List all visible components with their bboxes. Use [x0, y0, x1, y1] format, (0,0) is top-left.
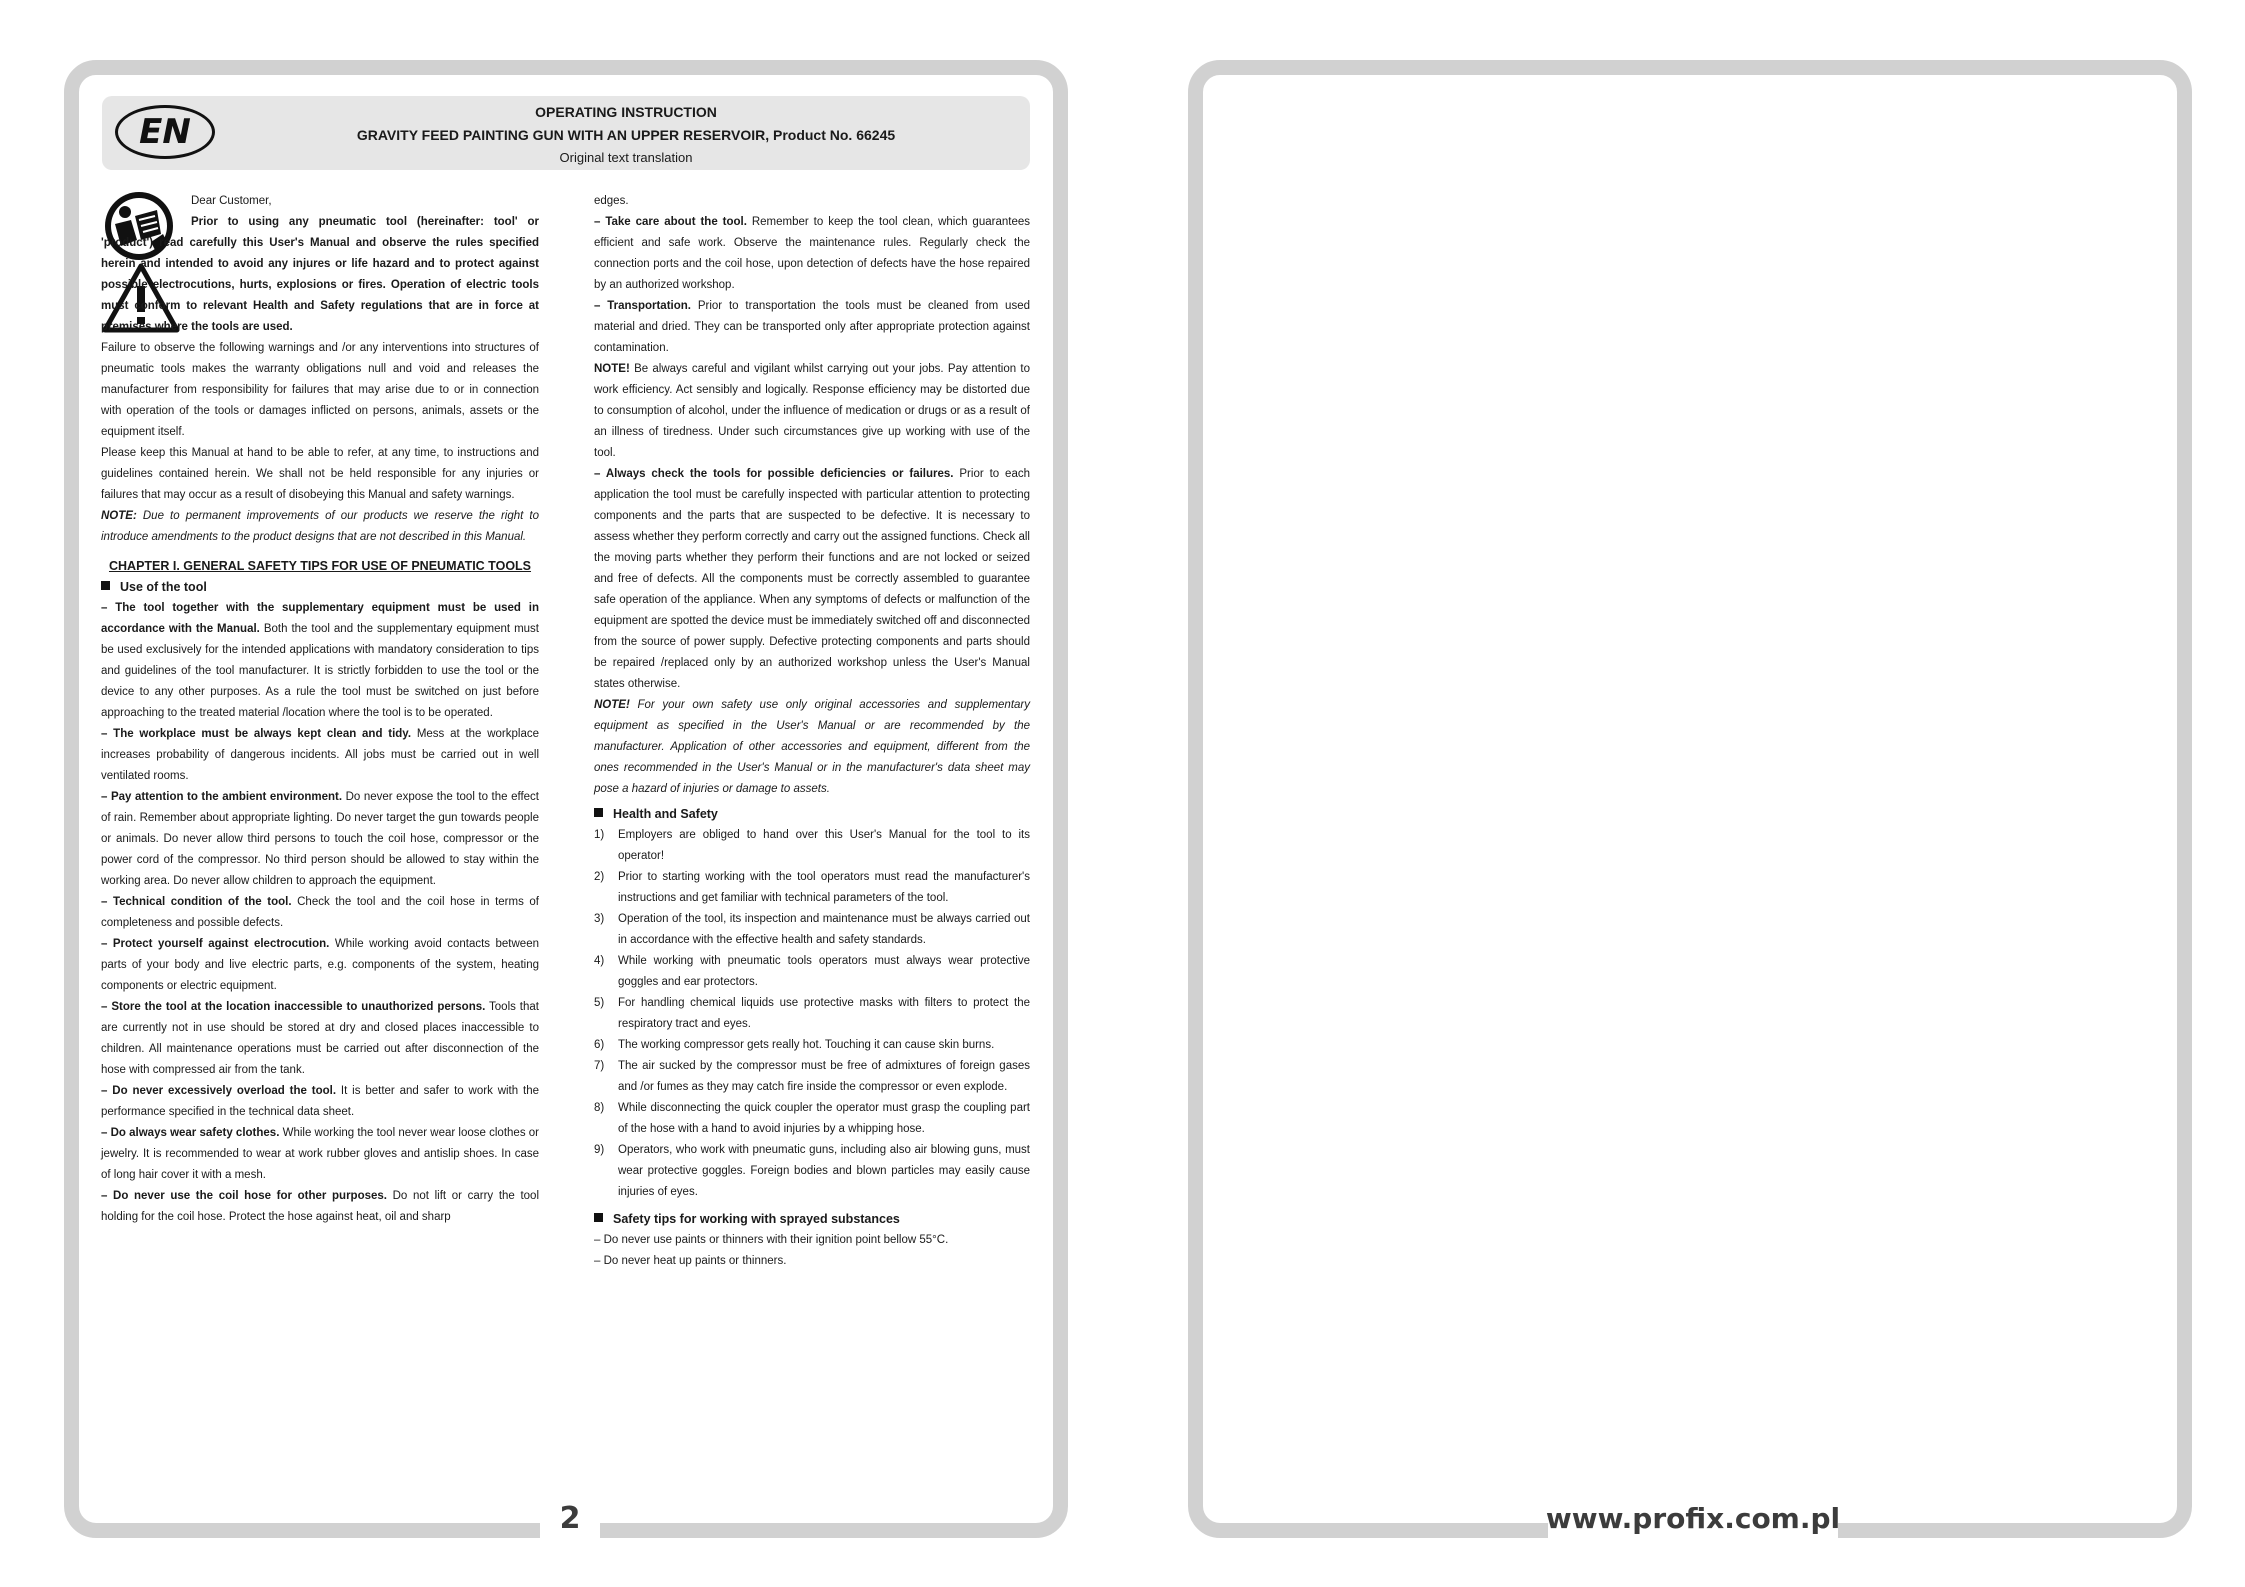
tip-item-text: Prior to transportation the tools must be cleaned from used material and dried. They can be transported only after appropriate protection against contamination.: [594, 300, 1030, 354]
health-list-item: [594, 825, 1030, 867]
tip-item: [101, 1186, 539, 1228]
tip-item-text: It is better and safer to work with the performance specified in the technical data sheet.: [101, 1085, 539, 1118]
tip-item: [101, 787, 539, 892]
tip-item-bold: – Protect yourself against electrocution.: [101, 938, 330, 950]
note2-label: NOTE!: [594, 699, 630, 711]
tip-item-text: Do never expose the tool to the effect of rain. Remember about appropriate lighting. Do never target the gun towards people or animals. Do never allow third persons to touch the coil hose, compressor or the power cord of the compressor. No third person should be allowed to stay within the working area. Do never allow children to approach the equipment.: [101, 791, 539, 887]
header-text: [222, 101, 1030, 169]
list-number: 4): [594, 955, 605, 967]
tip-item-text: While working the tool never wear loose clothes or jewelry. It is recommended to wear at work rubber gloves and antislip shoes. In case of long hair cover it with a mesh.: [101, 1127, 539, 1181]
right-text-column: [594, 191, 1030, 1272]
greeting: Dear Customer,: [191, 195, 272, 207]
tip-item-text: Do not lift or carry the tool holding for the coil hose. Protect the hose against heat, oil and sharp: [101, 1190, 539, 1223]
tip-item-bold: NOTE!: [594, 363, 630, 375]
list-number: 9): [594, 1144, 605, 1156]
tip-item: [594, 296, 1030, 359]
document-header: [102, 96, 1030, 170]
tip-item-text: Remember to keep the tool clean, which guarantees efficient and safe work. Observe the maintenance rules. Regularly check the connection ports and the coil hose, upon detection of defects have the hose repaired by an authorized workshop.: [594, 216, 1030, 291]
bullet-square-icon: [101, 581, 110, 590]
tip-item-text: Tools that are currently not in use should be stored at dry and closed places inaccessible to children. All maintenance operations must be carried out after disconnection of the hose with compressed air from the tank.: [101, 1001, 539, 1076]
health-list-item: [594, 1056, 1030, 1098]
care-tips-list: [594, 212, 1030, 695]
intro-warning: [101, 212, 539, 338]
use-tips-list: [101, 598, 539, 1228]
list-number: 3): [594, 913, 605, 925]
page-number-container: [540, 1498, 600, 1538]
list-text: For handling chemical liquids use protective masks with filters to protect the respiratory tract and eyes.: [618, 997, 1030, 1030]
health-list-item: [594, 1098, 1030, 1140]
health-list-item: [594, 1140, 1030, 1203]
document-subtitle: GRAVITY FEED PAINTING GUN WITH AN UPPER RESERVOIR, Product No. 66245: [356, 127, 896, 143]
tip-item: [101, 598, 539, 724]
tip-item-text: Mess at the workplace increases probability of dangerous incidents. All jobs must be carried out in well ventilated rooms.: [101, 728, 540, 782]
bullet-square-icon: [594, 808, 603, 817]
tip-item-bold: – Do never excessively overload the tool.: [101, 1085, 337, 1097]
left-text-column: [101, 191, 539, 1228]
tip-item: [594, 212, 1030, 296]
list-number: 5): [594, 997, 605, 1009]
section-heading-sprayed: Safety tips for working with sprayed substances: [594, 1209, 1030, 1230]
list-text: Prior to starting working with the tool operators must read the manufacturer's instructions and get familiar with technical parameters of the tool.: [618, 871, 1030, 904]
tip-item-text: Prior to each application the tool must be carefully inspected with particular attention to protecting components and the parts that are suspected to be defective. It is necessary to assess whether they perform correctly and carry out the assigned functions. Check all the moving parts whether they perform their functions and are not locked or seized and free of defects. All the components must be correctly assembled to guarantee safe operation of the appliance. When any symptoms of defects or malfunction of the equipment are spotted the device must be immediately switched off and disconnected from the source of power supply. Defective protecting components and parts should be repaired /replaced only by an authorized workshop unless the User's Manual states otherwise.: [594, 468, 1030, 690]
note-label: NOTE:: [101, 510, 137, 522]
tip-item-bold: – Take care about the tool.: [594, 216, 747, 228]
list-number: 8): [594, 1102, 605, 1114]
continued-text: edges.: [594, 195, 629, 207]
tip-item-bold: – Technical condition of the tool.: [101, 896, 292, 908]
list-text: Employers are obliged to hand over this User's Manual for the tool to its operator!: [618, 829, 1030, 862]
list-text: While working with pneumatic tools operators must always wear protective goggles and ear protectors.: [618, 955, 1030, 988]
tip-item-bold: – Store the tool at the location inaccessible to unauthorized persons.: [101, 1001, 486, 1013]
sprayed-tip: – Do never use paints or thinners with their ignition point bellow 55°C.: [594, 1234, 949, 1246]
list-text: The working compressor gets really hot. Touching it can cause skin burns.: [618, 1039, 995, 1051]
tip-item: [594, 359, 1030, 464]
list-number: 6): [594, 1039, 605, 1051]
list-number: 2): [594, 871, 605, 883]
health-safety-list: [594, 825, 1030, 1203]
sprayed-tips-list: [594, 1230, 1030, 1272]
tip-item-text: Be always careful and vigilant whilst carrying out your jobs. Pay attention to work efficiency. Act sensibly and logically. Response efficiency may be distorted due to consumption of alcohol, under the influence of medication or drugs or as a result of an illness of tiredness. Under such circumstances give up working with use of the tool.: [594, 363, 1030, 459]
intro-warning-text: Prior to using any pneumatic tool (hereinafter: tool' or 'product') read carefully this User's Manual and observe the rules specified herein and intended to avoid any injures or life hazard and to protect against possible electrocutions, hurts, explosions or fires. Operation of electric tools must conform to relevant Health and Safety regulations that are in force at premises where the tools are used.: [101, 216, 539, 333]
tip-item: [594, 464, 1030, 695]
tip-item-bold: – The tool together with the supplementary equipment must be used in accordance with the Manual.: [101, 602, 539, 635]
list-text: The air sucked by the compressor must be free of admixtures of foreign gases and /or fumes as they may catch fire inside the compressor or even explode.: [618, 1060, 1030, 1093]
note-text: Due to permanent improvements of our products we reserve the right to introduce amendments to the product designs that are not described in this Manual.: [101, 510, 539, 543]
list-text: Operators, who work with pneumatic guns, including also air blowing guns, must wear protective goggles. Foreign bodies and blown particles may easily cause injuries of eyes.: [618, 1144, 1030, 1198]
tip-item-text: Check the tool and the coil hose in terms of completeness and possible defects.: [101, 896, 539, 929]
tip-item-text: While working avoid contacts between parts of your body and live electric parts, e.g. components of the system, heating components or electric equipment.: [101, 938, 539, 992]
note-paragraph: [101, 506, 539, 548]
tip-item: [101, 724, 539, 787]
website-url: www.profix.com.pl: [1545, 1501, 1841, 1535]
tip-item: [101, 1081, 539, 1123]
tip-item-bold: – Do always wear safety clothes.: [101, 1127, 280, 1139]
tip-item-bold: – Do never use the coil hose for other purposes.: [101, 1190, 387, 1202]
tip-item: [101, 934, 539, 997]
sprayed-tip: – Do never heat up paints or thinners.: [594, 1255, 787, 1267]
language-badge: EN: [115, 105, 215, 159]
section-heading-health: Health and Safety: [594, 804, 1030, 825]
tip-item-bold: – The workplace must be always kept clean and tidy.: [101, 728, 412, 740]
right-page-frame: [1188, 60, 2192, 1538]
note2-paragraph: [594, 695, 1030, 800]
document-title: OPERATING INSTRUCTION: [535, 104, 717, 120]
chapter-heading: CHAPTER I. GENERAL SAFETY TIPS FOR USE OF PNEUMATIC TOOLS: [108, 559, 532, 573]
list-text: Operation of the tool, its inspection and maintenance must be always carried out in accordance with the effective health and safety standards.: [618, 913, 1030, 946]
tip-item-bold: – Transportation.: [594, 300, 691, 312]
list-number: 7): [594, 1060, 605, 1072]
tip-item-bold: – Always check the tools for possible deficiencies or failures.: [594, 468, 954, 480]
section-heading-use: Use of the tool: [101, 577, 539, 598]
health-list-item: [594, 1035, 1030, 1056]
health-list-item: [594, 993, 1030, 1035]
health-list-item: [594, 951, 1030, 993]
tip-item: [101, 1123, 539, 1186]
warranty-paragraph: Failure to observe the following warnings and /or any interventions into structures of pneumatic tools makes the warranty obligations null and void and releases the manufacturer from responsibility for failures that may arise due to or in connection with operation of the tools or damages inflicted on persons, animals, assets or the equipment itself.: [101, 342, 539, 438]
list-number: 1): [594, 829, 605, 841]
page-number: 2: [559, 1500, 581, 1536]
translation-note: Original text translation: [559, 150, 693, 165]
note2-text: For your own safety use only original accessories and supplementary equipment as specified in the User's Manual or are recommended by the manufacturer. Application of other accessories and equipment, different from the ones recommended in the User's Manual or in the manufacturer's data sheet may pose a hazard of injuries or damage to assets.: [594, 699, 1030, 795]
list-text: While disconnecting the quick coupler the operator must grasp the coupling part of the hose with a hand to avoid injuries by a whipping hose.: [618, 1102, 1030, 1135]
tip-item: [101, 892, 539, 934]
manual-paragraph: Please keep this Manual at hand to be able to refer, at any time, to instructions and guidelines contained herein. We shall not be held responsible for any injuries or failures that may occur as a result of disobeying this Manual and safety warnings.: [101, 447, 539, 501]
tip-item-text: Both the tool and the supplementary equipment must be used exclusively for the intended applications with mandatory consideration to tips and guidelines of the tool manufacturer. It is strictly forbidden to use the tool or the device to any other purposes. As a rule the tool must be switched on just before approaching to the treated material /location where the tool is to be operated.: [101, 623, 539, 719]
website-url-container: [1545, 1498, 1841, 1538]
health-list-item: [594, 867, 1030, 909]
tip-item: [101, 997, 539, 1081]
tip-item-bold: – Pay attention to the ambient environment.: [101, 791, 343, 803]
bullet-square-icon: [594, 1213, 603, 1222]
health-list-item: [594, 909, 1030, 951]
